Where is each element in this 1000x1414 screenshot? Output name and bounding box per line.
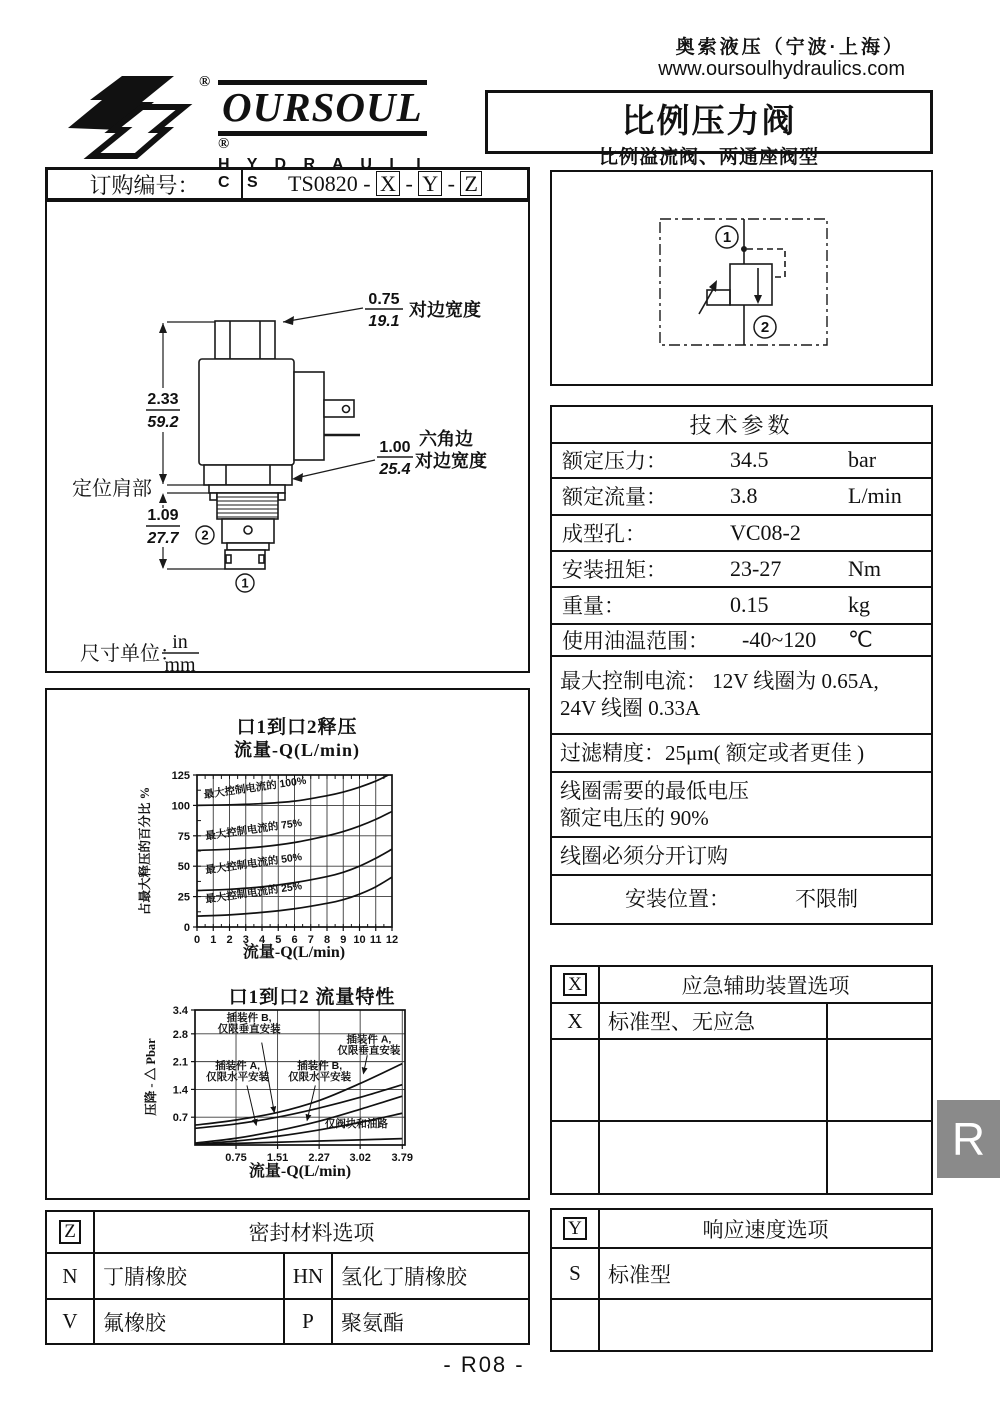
table-row bbox=[552, 444, 931, 480]
svg-text:75: 75 bbox=[177, 830, 190, 843]
note-filtration bbox=[552, 735, 931, 773]
dim-top-mm: 19.1 bbox=[368, 313, 400, 330]
table-row bbox=[552, 588, 931, 625]
doc-title: 比例压力阀 bbox=[621, 104, 797, 140]
note-line: 24V 线圈 0.33A bbox=[560, 696, 701, 721]
y-row-code: S bbox=[552, 1249, 600, 1300]
order-code-y: Y bbox=[418, 171, 442, 196]
param-value: 3.8 bbox=[730, 483, 758, 509]
svg-text:100: 100 bbox=[171, 800, 190, 813]
y-table-code-cell bbox=[552, 1210, 600, 1249]
symbol-port1: 1 bbox=[722, 229, 732, 246]
svg-text:4: 4 bbox=[258, 934, 266, 946]
svg-text:1.4: 1.4 bbox=[172, 1084, 188, 1097]
z-row-code: HN bbox=[285, 1254, 333, 1300]
note-max-current bbox=[552, 657, 931, 735]
svg-text:压降 - △ Pbar: 压降 - △ Pbar bbox=[144, 1038, 158, 1116]
chart2-title: 口1到口2 流量特性 bbox=[228, 987, 396, 1008]
param-value: 34.5 bbox=[730, 447, 769, 473]
dim-top-in: 0.75 bbox=[368, 291, 400, 308]
table-row bbox=[552, 516, 931, 553]
order-code bbox=[243, 171, 527, 197]
svg-text:2: 2 bbox=[226, 934, 233, 946]
y-code-boxed: Y bbox=[563, 1217, 587, 1241]
svg-text:1.51: 1.51 bbox=[266, 1152, 289, 1164]
svg-text:10: 10 bbox=[353, 934, 366, 946]
param-unit: Nm bbox=[848, 556, 881, 582]
param-label: 额定流量： bbox=[562, 485, 667, 510]
z-row-desc: 丁腈橡胶 bbox=[95, 1254, 285, 1300]
svg-text:流量-Q(L/min): 流量-Q(L/min) bbox=[242, 944, 346, 961]
tech-title: 技术参数 bbox=[552, 407, 931, 444]
charts-box bbox=[45, 688, 530, 1200]
param-label: 额定压力： bbox=[562, 449, 667, 474]
x-empty-cell bbox=[828, 1122, 931, 1193]
hex-note-2: 对边宽度 bbox=[415, 451, 487, 471]
x-code-boxed: X bbox=[563, 973, 587, 997]
svg-text:3.79: 3.79 bbox=[391, 1152, 413, 1164]
svg-text:最大控制电流的 100%: 最大控制电流的 100% bbox=[203, 774, 308, 802]
unit-label: 尺寸单位： bbox=[80, 643, 180, 665]
z-code-boxed: Z bbox=[59, 1220, 81, 1244]
x-table-header: 应急辅助装置选项 bbox=[600, 967, 931, 1004]
hydraulic-symbol bbox=[552, 172, 931, 384]
drawing-port1: 1 bbox=[241, 575, 249, 591]
param-value: -40~120 bbox=[742, 626, 817, 652]
section-tab: R bbox=[937, 1100, 1000, 1178]
svg-text:125: 125 bbox=[171, 770, 190, 782]
z-row-desc: 氟橡胶 bbox=[95, 1300, 285, 1343]
doc-title-box bbox=[485, 90, 933, 168]
chart2-plot bbox=[117, 1002, 417, 1182]
z-row-desc: 聚氨酯 bbox=[341, 1310, 404, 1335]
order-label: 订购编号： bbox=[48, 170, 243, 198]
svg-text:占最大释压的百分比 %: 占最大释压的百分比 % bbox=[138, 786, 152, 916]
doc-subtitle: 比例溢流阀、两通座阀型 bbox=[598, 147, 819, 168]
x-option-table bbox=[550, 965, 933, 1195]
z-table-code-cell bbox=[47, 1212, 95, 1254]
svg-text:2.8: 2.8 bbox=[172, 1028, 188, 1041]
svg-text:2.27: 2.27 bbox=[308, 1152, 330, 1164]
svg-text:6: 6 bbox=[291, 934, 298, 946]
param-value: 0.15 bbox=[730, 592, 769, 618]
brand-reg-mark: ® bbox=[218, 135, 230, 152]
note-line: 额定电压的 90% bbox=[560, 805, 709, 830]
param-value: VC08-2 bbox=[730, 520, 801, 546]
order-code-box bbox=[45, 167, 530, 201]
unit-in: in bbox=[172, 631, 188, 653]
dim-hex-mm: 25.4 bbox=[379, 461, 411, 478]
param-value: 不限制 bbox=[795, 887, 858, 912]
dim-height-in: 2.33 bbox=[147, 391, 179, 408]
svg-text:最大控制电流的 50%: 最大控制电流的 50% bbox=[204, 851, 303, 877]
svg-text:3.4: 3.4 bbox=[172, 1005, 188, 1017]
dim-hex-in: 1.00 bbox=[379, 439, 411, 456]
svg-text:插装件 B,仅限水平安装: 插装件 B,仅限水平安装 bbox=[288, 1059, 352, 1083]
param-label: 成型孔： bbox=[562, 522, 646, 547]
z-row-code: N bbox=[47, 1254, 95, 1300]
note-coil-order bbox=[552, 838, 931, 876]
svg-text:3: 3 bbox=[242, 934, 249, 946]
svg-text:0: 0 bbox=[193, 934, 201, 946]
svg-text:9: 9 bbox=[340, 934, 347, 946]
table-row bbox=[552, 552, 931, 588]
shoulder-label: 定位肩部 bbox=[72, 478, 152, 500]
z-row-code: V bbox=[47, 1300, 95, 1343]
company-name: 奥索液压（宁波·上海） bbox=[675, 37, 905, 58]
y-option-table bbox=[550, 1208, 933, 1352]
x-empty-cell bbox=[600, 1122, 828, 1193]
unit-mm: mm bbox=[164, 654, 196, 671]
table-row bbox=[552, 479, 931, 516]
svg-text:5: 5 bbox=[275, 934, 282, 946]
z-option-table bbox=[45, 1210, 530, 1345]
param-unit: kg bbox=[848, 592, 870, 618]
svg-text:12: 12 bbox=[385, 934, 399, 946]
svg-text:50: 50 bbox=[177, 861, 190, 874]
note-line: 过滤精度：25μm( 额定或者更佳 ) bbox=[560, 740, 865, 765]
svg-text:仅阀块和油路: 仅阀块和油路 bbox=[324, 1118, 388, 1131]
logo-reg-mark: ® bbox=[199, 74, 211, 90]
brand-subtitle: H Y D R A U L I C S bbox=[218, 155, 428, 191]
param-label: 使用油温范围： bbox=[562, 628, 709, 653]
svg-text:插装件 B,仅限垂直安装: 插装件 B,仅限垂直安装 bbox=[217, 1012, 281, 1036]
param-unit: bar bbox=[848, 447, 877, 473]
y-empty-cell bbox=[600, 1300, 931, 1350]
svg-text:0.7: 0.7 bbox=[172, 1112, 188, 1125]
valve-drawing bbox=[47, 202, 528, 671]
y-table-header: 响应速度选项 bbox=[600, 1210, 931, 1249]
chart1-title: 口1到口2释压 bbox=[236, 717, 358, 738]
z-table-header: 密封材料选项 bbox=[95, 1212, 528, 1254]
company-website: www.oursoulhydraulics.com bbox=[658, 58, 905, 80]
dimension-drawing-box bbox=[45, 200, 530, 673]
z-row-code: P bbox=[285, 1300, 333, 1343]
z-row-desc: 氢化丁腈橡胶 bbox=[333, 1254, 528, 1300]
param-label: 安装位置： bbox=[625, 887, 730, 912]
order-code-prefix: TS0820 - bbox=[288, 171, 371, 196]
svg-text:7: 7 bbox=[307, 934, 314, 946]
svg-text:最大控制电流的 75%: 最大控制电流的 75% bbox=[204, 816, 303, 843]
x-empty-cell bbox=[552, 1040, 600, 1122]
param-unit: L/min bbox=[848, 483, 902, 509]
page-footer: - R08 - bbox=[443, 1352, 525, 1377]
brand-logo-icon bbox=[62, 74, 197, 160]
dim-top-note: 对边宽度 bbox=[409, 300, 481, 320]
x-empty-cell bbox=[600, 1040, 828, 1122]
x-empty-cell bbox=[828, 1040, 931, 1122]
symbol-port2: 2 bbox=[760, 319, 770, 336]
svg-text:8: 8 bbox=[323, 934, 331, 946]
dim-lower-in: 1.09 bbox=[147, 507, 179, 524]
y-row-desc: 标准型 bbox=[600, 1249, 931, 1300]
dim-height-mm: 59.2 bbox=[147, 414, 179, 431]
hydraulic-symbol-box bbox=[550, 170, 933, 386]
svg-text:2.1: 2.1 bbox=[172, 1056, 188, 1069]
x-table-code-cell bbox=[552, 967, 600, 1004]
order-sep-1: - bbox=[405, 171, 413, 196]
tech-params-table bbox=[550, 405, 933, 925]
svg-text:流量-Q(L/min): 流量-Q(L/min) bbox=[248, 1163, 352, 1180]
svg-text:11: 11 bbox=[369, 934, 382, 946]
order-code-z: Z bbox=[460, 171, 481, 196]
chart1-plot bbox=[117, 764, 407, 962]
svg-text:1: 1 bbox=[210, 934, 217, 946]
y-empty-cell bbox=[552, 1300, 600, 1350]
order-code-x: X bbox=[376, 171, 400, 196]
brand-name: OURSOUL bbox=[218, 80, 427, 136]
svg-text:0: 0 bbox=[183, 922, 190, 934]
x-row-extra bbox=[828, 1004, 931, 1040]
param-unit: ℃ bbox=[848, 626, 873, 652]
note-mounting bbox=[552, 876, 931, 923]
chart1-subtitle: 流量-Q(L/min) bbox=[234, 740, 360, 760]
param-value: 23-27 bbox=[730, 556, 782, 582]
x-row-code: X bbox=[552, 1004, 600, 1040]
note-line: 最大控制电流： 12V 线圈为 0.65A, bbox=[560, 669, 879, 694]
note-line: 线圈需要的最低电压 bbox=[560, 778, 749, 803]
note-line: 线圈必须分开订购 bbox=[560, 843, 728, 868]
svg-text:25: 25 bbox=[177, 891, 190, 904]
table-row bbox=[552, 625, 931, 658]
svg-text:插装件 A,仅限垂直安装: 插装件 A,仅限垂直安装 bbox=[337, 1033, 401, 1057]
svg-text:最大控制电流的 25%: 最大控制电流的 25% bbox=[204, 880, 303, 906]
svg-text:3.02: 3.02 bbox=[349, 1152, 371, 1164]
dim-lower-mm: 27.7 bbox=[147, 530, 179, 547]
x-empty-cell bbox=[552, 1122, 600, 1193]
drawing-port2: 2 bbox=[201, 527, 209, 543]
x-row-desc: 标准型、无应急 bbox=[600, 1004, 828, 1040]
svg-text:插装件 A,仅限水平安装: 插装件 A,仅限水平安装 bbox=[206, 1059, 270, 1083]
order-sep-2: - bbox=[447, 171, 455, 196]
note-min-voltage bbox=[552, 773, 931, 838]
hex-note-1: 六角边 bbox=[419, 429, 473, 449]
param-label: 重量： bbox=[562, 594, 625, 619]
param-label: 安装扭矩： bbox=[562, 558, 667, 583]
svg-text:0.75: 0.75 bbox=[225, 1152, 247, 1164]
